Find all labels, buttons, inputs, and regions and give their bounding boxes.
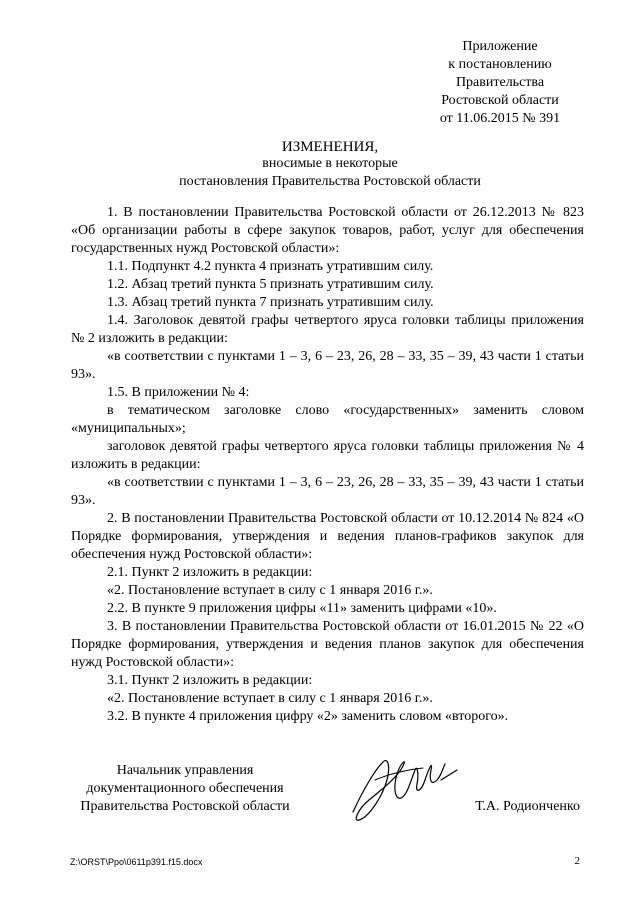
appendix-line: Приложение [462,39,538,54]
paragraph: «2. Постановление вступает в силу с 1 января 2016 г.». [107,691,433,706]
paragraph: 2.1. Пункт 2 изложить в редакции: [107,565,313,580]
document-body [71,204,584,726]
paragraph: 1.3. Абзац третий пункта 7 признать утратившим силу. [107,295,434,310]
appendix-line: Ростовской области [441,93,559,108]
page-number: 2 [574,855,580,867]
paragraph: 1.4. Заголовок девятой графы четвертого яруса головки таблицы приложения № 2 изложить в редакции: [71,313,584,346]
paragraph: 3. В постановлении Правительства Ростовской области от 16.01.2015 № 22 «О Порядке формирования, утверждения и ведения планов закупок для обеспечения нужд Ростовской области»: [71,619,584,670]
paragraph: 2.2. В пункте 9 приложения цифры «11» заменить цифрами «10». [107,601,497,616]
paragraph: 1.5. В приложении № 4: [107,385,250,400]
paragraph: 1.1. Подпункт 4.2 пункта 4 признать утратившим силу. [107,259,434,274]
paragraph: 2. В постановлении Правительства Ростовской области от 10.12.2014 № 824 «О Порядке формирования, утверждения и ведения планов-графиков закупок для обеспечения нужд Ростовской области»: [71,511,584,562]
signatory-position [70,762,300,816]
document-subtitle-2: постановления Правительства Ростовской области [179,174,481,189]
position-line: Правительства Ростовской области [80,799,290,814]
paragraph: в тематическом заголовке слово «государственных» заменить словом «муниципальных»; [71,403,584,436]
paragraph: заголовок девятой графы четвертого яруса головки таблицы приложения № 4 изложить в редакции: [71,439,584,472]
paragraph: «в соответствии с пунктами 1 – 3, 6 – 23, 26, 28 – 33, 35 – 39, 43 части 1 статьи 93». [71,475,584,508]
document-subtitle: вносимые в некоторые [262,156,398,171]
paragraph: «в соответствии с пунктами 1 – 3, 6 – 23, 26, 28 – 33, 35 – 39, 43 части 1 статьи 93». [71,349,584,382]
appendix-line: Правительства [455,75,545,90]
paragraph: «2. Постановление вступает в силу с 1 января 2016 г.». [107,583,433,598]
paragraph: 3.1. Пункт 2 изложить в редакции: [107,673,313,688]
paragraph: 1.2. Абзац третий пункта 5 признать утратившим силу. [107,277,434,292]
footer-file-path: Z:\ORST\Ppo\0611p391.f15.docx [70,857,203,867]
appendix-date-line: от 11.06.2015 № 391 [439,111,561,126]
handwritten-signature [345,740,465,830]
appendix-line: к постановлению [448,57,552,72]
appendix-block [420,38,580,128]
document-title: ИЗМЕНЕНИЯ, [281,139,379,155]
paragraph: 1. В постановлении Правительства Ростовской области от 26.12.2013 № 823 «Об организации работы в сфере закупок товаров, работ, услуг для обеспечения государственных нужд Ростовской области»: [71,205,584,256]
signatory-name: Т.А. Родионченко [475,799,580,814]
position-line: Начальник управления [116,763,254,778]
paragraph: 3.2. В пункте 4 приложения цифру «2» заменить словом «второго». [107,709,509,724]
position-line: документационного обеспечения [86,781,284,796]
